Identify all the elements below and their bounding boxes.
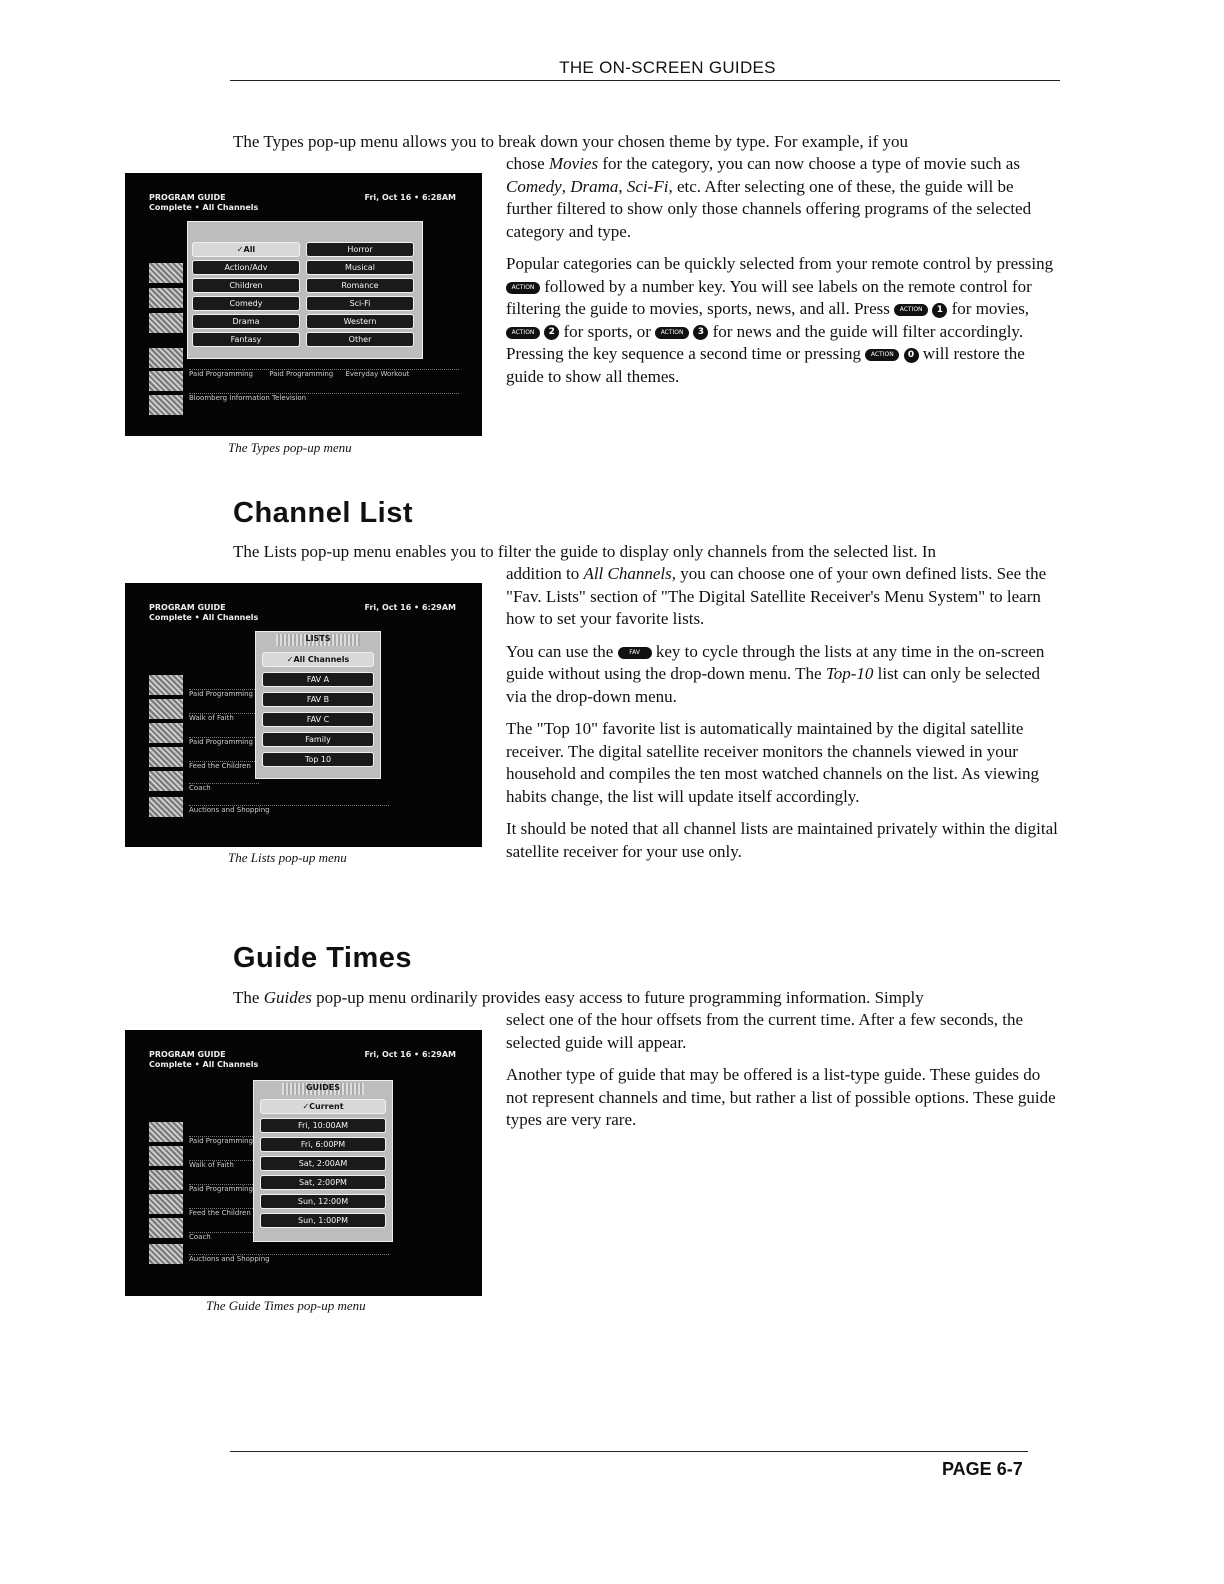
- list-option[interactable]: ✓All Channels: [262, 652, 374, 667]
- page-number: PAGE 6-7: [942, 1459, 1023, 1479]
- channel-list-title: Channel List: [233, 497, 414, 529]
- guide-row: Paid Programming: [189, 737, 259, 751]
- channel-logo-icon: [149, 395, 183, 415]
- types-intro: The Types pop-up menu allows you to break down your chosen theme by type. For example, if you: [233, 132, 909, 151]
- page-header: [230, 58, 1060, 81]
- guide-times-body: [506, 1009, 1062, 1142]
- guide-times-paragraph-2: Another type of guide that may be offered is a list-type guide. These guides do not represent channels and time, but rather a list of possible options. These guide types are very rare.: [506, 1065, 1056, 1129]
- type-option[interactable]: Horror: [306, 242, 414, 257]
- channel-logo-icon: [149, 723, 183, 743]
- screen-datetime: Fri, Oct 16 • 6:28AM: [364, 193, 456, 202]
- channel-list-paragraph-2: You can use the FAV key to cycle through the lists at any time in the on-screen guide without using the drop-down menu. The Top-10 list can only be selected via the drop-down menu.: [506, 641, 1045, 706]
- guide-row: Paid Programming: [189, 1184, 255, 1198]
- guide-option[interactable]: Fri, 6:00PM: [260, 1137, 386, 1152]
- list-option[interactable]: FAV A: [262, 672, 374, 687]
- channel-logo-icon: [149, 1244, 183, 1264]
- guides-popup-title: GUIDES: [282, 1083, 364, 1095]
- action-button-icon: ACTION: [506, 327, 540, 339]
- screen-guide-title: PROGRAM GUIDE Complete • All Channels: [149, 603, 259, 622]
- guide-row: Auctions and Shopping: [189, 805, 389, 819]
- guide-row: Auctions and Shopping: [189, 1254, 389, 1268]
- guide-row: Paid Programming: [189, 689, 259, 703]
- channel-list-paragraph-3: The "Top 10" favorite list is automatically maintained by the digital satellite receiver. The digital satellite receiver monitors the channels viewed in your household and compiles the ten most watched channels on the list. As viewing habits change, the list will update itself accordingly.: [506, 719, 1040, 806]
- list-option[interactable]: FAV B: [262, 692, 374, 707]
- header-title: THE ON-SCREEN GUIDES: [559, 58, 776, 77]
- screen-datetime: Fri, Oct 16 • 6:29AM: [364, 1050, 456, 1059]
- guide-times-paragraph-1: select one of the hour offsets from the current time. After a few seconds, the selected guide will appear.: [506, 1010, 1024, 1052]
- guide-row: Bloomberg Information Television: [189, 393, 459, 407]
- channel-logo-icon: [149, 313, 183, 333]
- channel-logo-icon: [149, 348, 183, 368]
- list-option[interactable]: Family: [262, 732, 374, 747]
- lists-popup-menu[interactable]: [255, 631, 381, 779]
- guides-caption: The Guide Times pop-up menu: [206, 1298, 366, 1313]
- channel-list-paragraph-1: addition to All Channels, you can choose one of your own defined lists. See the "Fav. Lists" section of "The Digital Satellite Receiver's Menu System" to learn how to set your favorite lists.: [506, 564, 1047, 628]
- type-option[interactable]: Other: [306, 332, 414, 347]
- guide-row: Paid Programming Paid Programming Everyday Workout: [189, 369, 459, 383]
- action-button-icon: ACTION: [865, 349, 899, 361]
- channel-logo-icon: [149, 1146, 183, 1166]
- guides-popup-menu[interactable]: [253, 1080, 393, 1242]
- channel-logo-icon: [149, 675, 183, 695]
- types-paragraph-1: chose Movies for the category, you can now choose a type of movie such as Comedy, Drama, Sci-Fi, etc. After selecting one of these, the guide will be further filtered to show only those channels offering programs of the selected category and type.: [506, 154, 1032, 241]
- guide-option[interactable]: Sun, 12:00M: [260, 1194, 386, 1209]
- lists-screenshot: [125, 583, 482, 847]
- screen-guide-title: PROGRAM GUIDE Complete • All Channels: [149, 1050, 259, 1069]
- guide-option[interactable]: Sun, 1:00PM: [260, 1213, 386, 1228]
- types-screenshot: [125, 173, 482, 436]
- types-paragraph-2: Popular categories can be quickly selected from your remote control by pressing ACTION followed by a number key. You will see labels on the remote control for filtering the guide to movies, sports, news, and all. Press ACTION 1 for movies, ACTION 2 for sports, or ACTION 3 for news and the guide will filter accordingly. Pressing the key sequence a second time or pressing ACTION 0 will restore the guide to show all themes.: [506, 254, 1054, 386]
- types-caption: The Types pop-up menu: [228, 440, 352, 455]
- action-button-icon: ACTION: [655, 327, 689, 339]
- channel-logo-icon: [149, 797, 183, 817]
- channel-logo-icon: [149, 747, 183, 767]
- channel-logo-icon: [149, 371, 183, 391]
- channel-list-intro: The Lists pop-up menu enables you to filter the guide to display only channels from the selected list. In: [233, 542, 936, 561]
- type-option[interactable]: Sci-Fi: [306, 296, 414, 311]
- number-1-icon: 1: [932, 303, 947, 318]
- guides-screenshot: [125, 1030, 482, 1296]
- number-0-icon: 0: [904, 348, 919, 363]
- number-3-icon: 3: [693, 325, 708, 340]
- guide-row: Paid Programming: [189, 1136, 255, 1150]
- channel-list-paragraph-4: It should be noted that all channel lists are maintained privately within the digital satellite receiver for your use only.: [506, 819, 1058, 861]
- guide-row: Feed the Children: [189, 761, 259, 775]
- channel-logo-icon: [149, 288, 183, 308]
- channel-logo-icon: [149, 1170, 183, 1190]
- types-body: [506, 153, 1062, 398]
- type-option[interactable]: Drama: [192, 314, 300, 329]
- type-option[interactable]: Western: [306, 314, 414, 329]
- channel-logo-icon: [149, 699, 183, 719]
- channel-logo-icon: [149, 1218, 183, 1238]
- fav-button-icon: FAV: [618, 647, 652, 659]
- lists-caption: The Lists pop-up menu: [228, 850, 347, 865]
- channel-logo-icon: [149, 1122, 183, 1142]
- type-option[interactable]: ✓All: [192, 242, 300, 257]
- channel-list-body: [506, 563, 1062, 873]
- type-option[interactable]: Comedy: [192, 296, 300, 311]
- guide-option[interactable]: Sat, 2:00PM: [260, 1175, 386, 1190]
- guide-row: Feed the Children: [189, 1208, 255, 1222]
- channel-logo-icon: [149, 771, 183, 791]
- action-button-icon: ACTION: [894, 304, 928, 316]
- footer-rule: [230, 1451, 1028, 1452]
- type-option[interactable]: Romance: [306, 278, 414, 293]
- guide-row: Coach: [189, 1232, 255, 1246]
- type-option[interactable]: Fantasy: [192, 332, 300, 347]
- channel-logo-icon: [149, 263, 183, 283]
- guide-times-title: Guide Times: [233, 942, 413, 974]
- types-popup-menu[interactable]: [187, 221, 423, 359]
- type-option[interactable]: Children: [192, 278, 300, 293]
- screen-datetime: Fri, Oct 16 • 6:29AM: [364, 603, 456, 612]
- number-2-icon: 2: [544, 325, 559, 340]
- lists-popup-title: LISTS: [276, 634, 360, 646]
- type-option[interactable]: Action/Adv: [192, 260, 300, 275]
- list-option[interactable]: Top 10: [262, 752, 374, 767]
- guide-option[interactable]: Fri, 10:00AM: [260, 1118, 386, 1133]
- action-button-icon: ACTION: [506, 282, 540, 294]
- guide-times-intro: The Guides pop-up menu ordinarily provides easy access to future programming information. Simply: [233, 988, 924, 1007]
- screen-guide-title: PROGRAM GUIDE Complete • All Channels: [149, 193, 259, 212]
- guide-row: Coach: [189, 783, 259, 797]
- guide-row: Walk of Faith: [189, 1160, 255, 1174]
- guide-option[interactable]: ✓Current: [260, 1099, 386, 1114]
- guide-option[interactable]: Sat, 2:00AM: [260, 1156, 386, 1171]
- list-option[interactable]: FAV C: [262, 712, 374, 727]
- type-option[interactable]: Musical: [306, 260, 414, 275]
- guide-row: Walk of Faith: [189, 713, 259, 727]
- channel-logo-icon: [149, 1194, 183, 1214]
